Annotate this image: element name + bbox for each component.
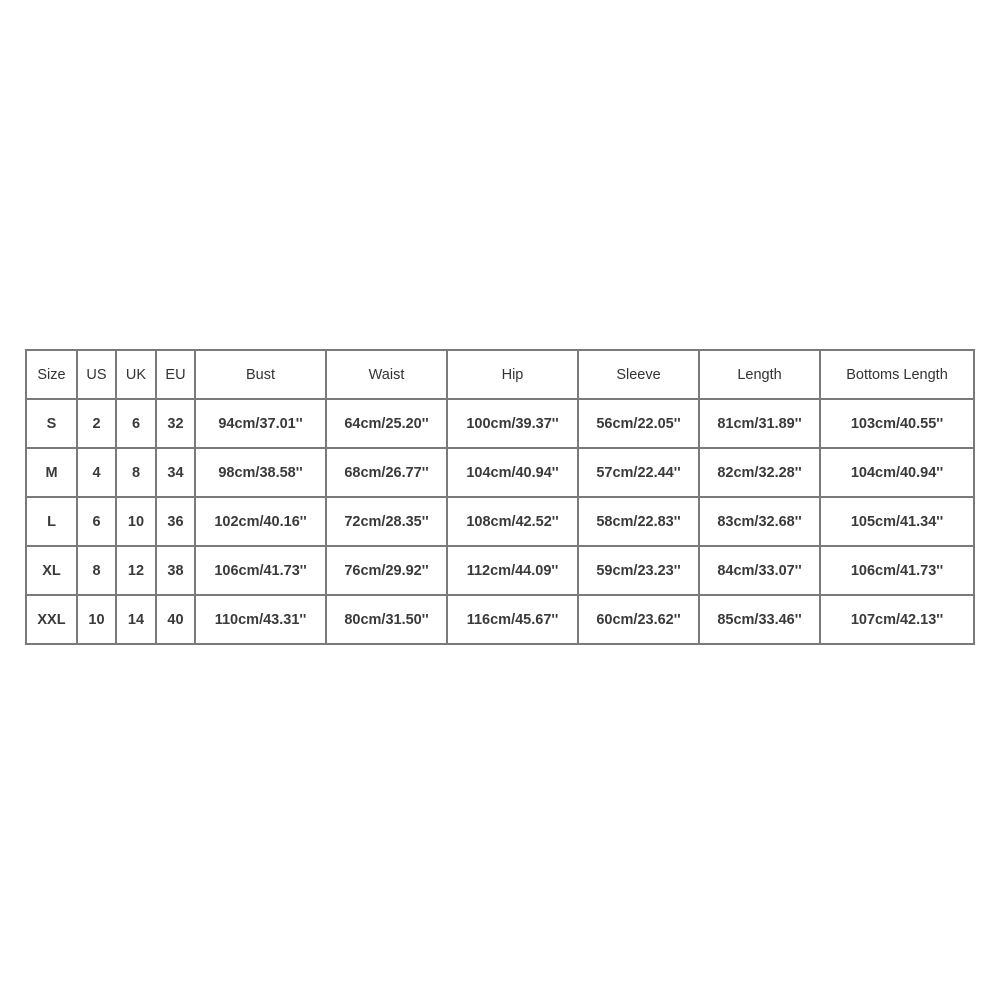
cell-sleeve: 57cm/22.44'' bbox=[579, 449, 700, 498]
cell-length: 83cm/32.68'' bbox=[700, 498, 821, 547]
cell-bust: 98cm/38.58'' bbox=[196, 449, 327, 498]
cell-hip: 104cm/40.94'' bbox=[448, 449, 579, 498]
header-size: Size bbox=[27, 351, 78, 400]
cell-bottoms-length: 107cm/42.13'' bbox=[821, 596, 975, 645]
cell-hip: 100cm/39.37'' bbox=[448, 400, 579, 449]
header-eu: EU bbox=[157, 351, 196, 400]
cell-length: 84cm/33.07'' bbox=[700, 547, 821, 596]
cell-eu: 40 bbox=[157, 596, 196, 645]
cell-us: 8 bbox=[78, 547, 117, 596]
cell-sleeve: 56cm/22.05'' bbox=[579, 400, 700, 449]
table-row bbox=[27, 400, 975, 449]
cell-size: XXL bbox=[27, 596, 78, 645]
header-hip: Hip bbox=[448, 351, 579, 400]
header-bust: Bust bbox=[196, 351, 327, 400]
cell-length: 81cm/31.89'' bbox=[700, 400, 821, 449]
cell-us: 4 bbox=[78, 449, 117, 498]
cell-us: 2 bbox=[78, 400, 117, 449]
cell-eu: 34 bbox=[157, 449, 196, 498]
cell-waist: 68cm/26.77'' bbox=[327, 449, 448, 498]
cell-uk: 6 bbox=[117, 400, 157, 449]
cell-waist: 80cm/31.50'' bbox=[327, 596, 448, 645]
header-uk: UK bbox=[117, 351, 157, 400]
cell-bust: 110cm/43.31'' bbox=[196, 596, 327, 645]
cell-eu: 32 bbox=[157, 400, 196, 449]
cell-uk: 8 bbox=[117, 449, 157, 498]
cell-waist: 64cm/25.20'' bbox=[327, 400, 448, 449]
cell-us: 10 bbox=[78, 596, 117, 645]
cell-bust: 102cm/40.16'' bbox=[196, 498, 327, 547]
cell-size: XL bbox=[27, 547, 78, 596]
header-sleeve: Sleeve bbox=[579, 351, 700, 400]
header-bottoms-length: Bottoms Length bbox=[821, 351, 975, 400]
table-row bbox=[27, 449, 975, 498]
table-row bbox=[27, 547, 975, 596]
cell-size: L bbox=[27, 498, 78, 547]
table-row bbox=[27, 498, 975, 547]
cell-uk: 14 bbox=[117, 596, 157, 645]
header-row bbox=[27, 351, 975, 400]
cell-hip: 112cm/44.09'' bbox=[448, 547, 579, 596]
cell-waist: 72cm/28.35'' bbox=[327, 498, 448, 547]
cell-sleeve: 58cm/22.83'' bbox=[579, 498, 700, 547]
cell-bottoms-length: 106cm/41.73'' bbox=[821, 547, 975, 596]
cell-hip: 116cm/45.67'' bbox=[448, 596, 579, 645]
header-us: US bbox=[78, 351, 117, 400]
cell-eu: 38 bbox=[157, 547, 196, 596]
cell-sleeve: 60cm/23.62'' bbox=[579, 596, 700, 645]
cell-eu: 36 bbox=[157, 498, 196, 547]
table-row bbox=[27, 596, 975, 645]
cell-length: 82cm/32.28'' bbox=[700, 449, 821, 498]
cell-uk: 10 bbox=[117, 498, 157, 547]
header-waist: Waist bbox=[327, 351, 448, 400]
cell-bottoms-length: 104cm/40.94'' bbox=[821, 449, 975, 498]
size-chart-table bbox=[25, 349, 975, 645]
cell-bust: 106cm/41.73'' bbox=[196, 547, 327, 596]
cell-size: S bbox=[27, 400, 78, 449]
cell-sleeve: 59cm/23.23'' bbox=[579, 547, 700, 596]
cell-us: 6 bbox=[78, 498, 117, 547]
cell-length: 85cm/33.46'' bbox=[700, 596, 821, 645]
cell-bust: 94cm/37.01'' bbox=[196, 400, 327, 449]
cell-bottoms-length: 105cm/41.34'' bbox=[821, 498, 975, 547]
cell-hip: 108cm/42.52'' bbox=[448, 498, 579, 547]
cell-waist: 76cm/29.92'' bbox=[327, 547, 448, 596]
cell-uk: 12 bbox=[117, 547, 157, 596]
cell-bottoms-length: 103cm/40.55'' bbox=[821, 400, 975, 449]
header-length: Length bbox=[700, 351, 821, 400]
cell-size: M bbox=[27, 449, 78, 498]
